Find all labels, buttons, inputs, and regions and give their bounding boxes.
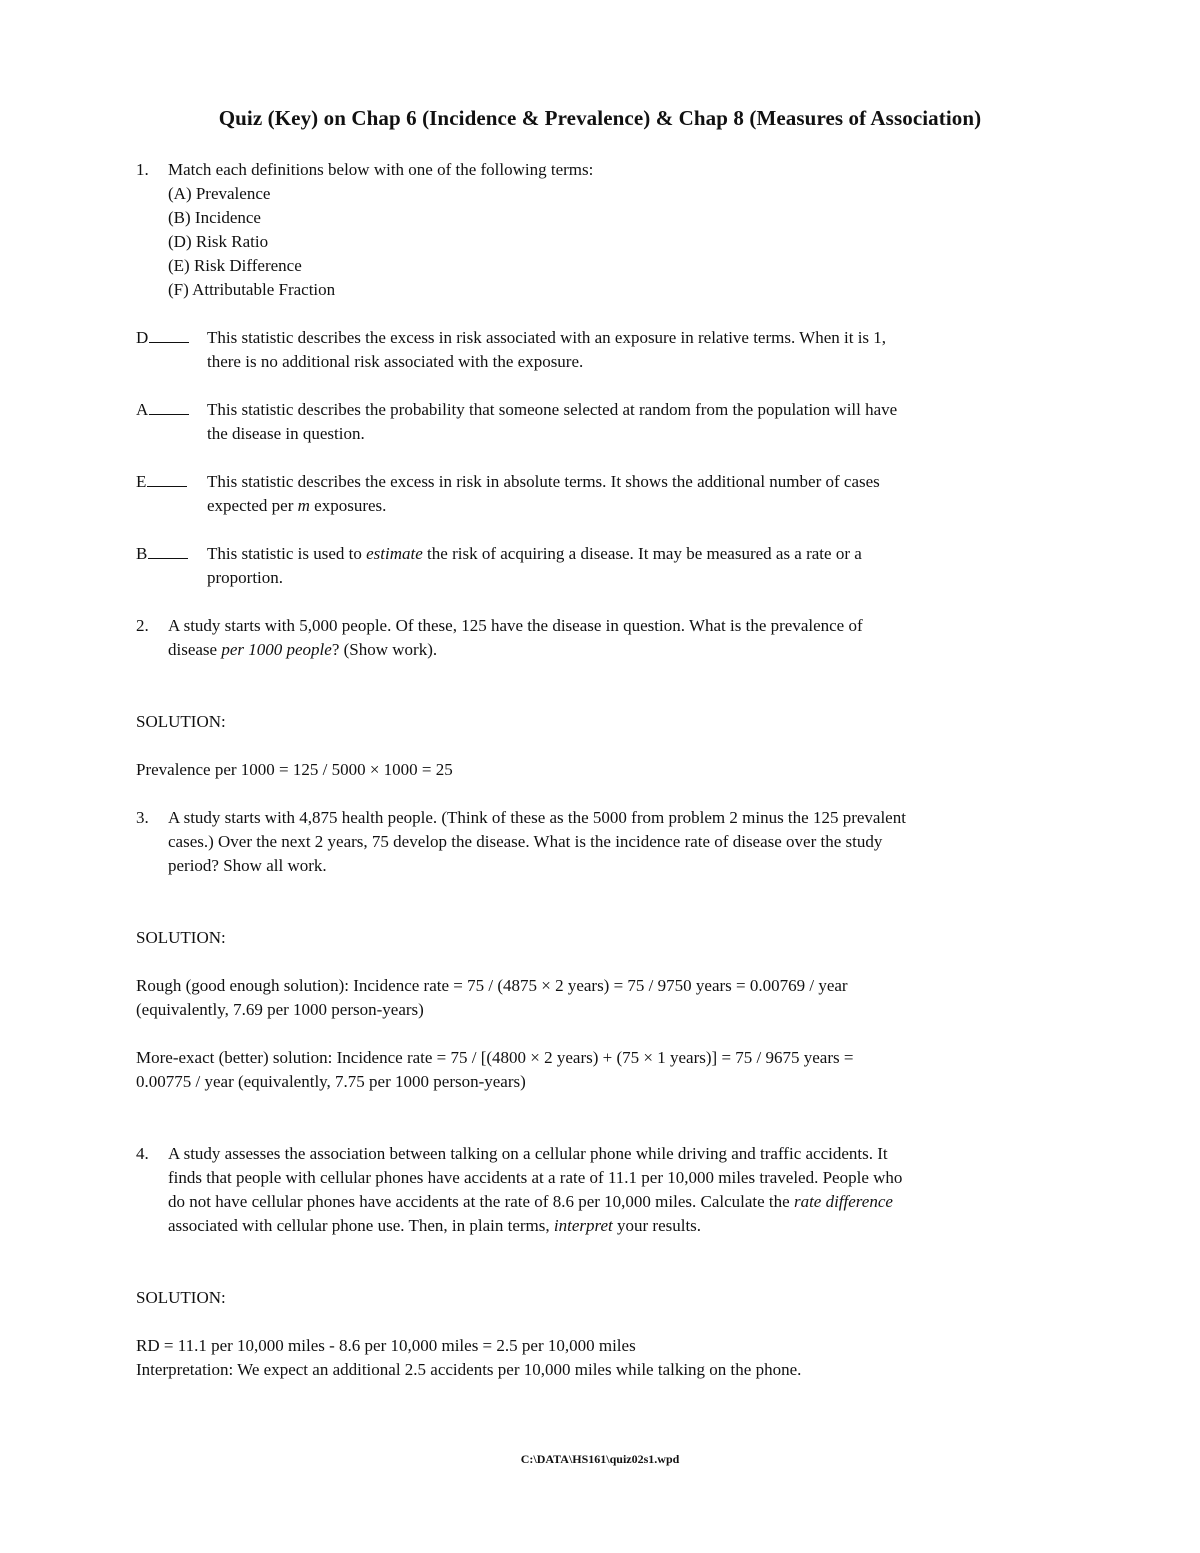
q3-text: A study starts with 4,875 health people. (Think of these as the 5000 from problem 2 minus the 125 prevalent — [168, 808, 906, 827]
answer-letter: D — [136, 328, 149, 347]
blank-underline — [149, 327, 189, 343]
answer-blank — [136, 470, 187, 494]
q1-term-b: (B) Incidence — [168, 208, 261, 227]
q3-exact-solution: 0.00775 / year (equivalently, 7.75 per 1000 person-years) — [136, 1072, 526, 1091]
solution-label: SOLUTION: — [136, 712, 226, 731]
definition-line: expected per m exposures. — [207, 496, 387, 515]
q1-term-e: (E) Risk Difference — [168, 256, 302, 275]
q3-rough-solution: Rough (good enough solution): Incidence rate = 75 / (4875 × 2 years) = 75 / 9750 years = 0.00769 / year — [136, 976, 848, 995]
answer-blank — [136, 542, 188, 566]
q2-text: A study starts with 5,000 people. Of these, 125 have the disease in question. What is the prevalence of — [168, 616, 863, 635]
solution-label: SOLUTION: — [136, 1288, 226, 1307]
q1-number: 1. — [136, 160, 149, 179]
q1-term-d: (D) Risk Ratio — [168, 232, 269, 251]
q3-exact-solution: More-exact (better) solution: Incidence rate = 75 / [(4800 × 2 years) + (75 × 1 years)] = 75 / 9675 years = — [136, 1048, 854, 1067]
q4-text: finds that people with cellular phones have accidents at a rate of 11.1 per 10,000 miles traveled. People who — [168, 1168, 903, 1187]
answer-letter: A — [136, 400, 149, 419]
definition-line: there is no additional risk associated with the exposure. — [207, 352, 584, 371]
q3-number: 3. — [136, 808, 149, 827]
page-title: Quiz (Key) on Chap 6 (Incidence & Prevalence) & Chap 8 (Measures of Association) — [218, 106, 982, 130]
definition-line: This statistic describes the probability that someone selected at random from the population will have — [207, 400, 898, 419]
definition-line: proportion. — [207, 568, 284, 587]
solution-label: SOLUTION: — [136, 928, 226, 947]
answer-letter: B — [136, 544, 148, 563]
answer-blank — [136, 326, 189, 350]
answer-blank — [136, 398, 189, 422]
blank-underline — [147, 471, 187, 487]
definition-line: the disease in question. — [207, 424, 365, 443]
q4-text: do not have cellular phones have accidents at the rate of 8.6 per 10,000 miles. Calculate the rate difference — [168, 1192, 893, 1211]
blank-underline — [149, 399, 189, 415]
q4-text: associated with cellular phone use. Then, in plain terms, interpret your results. — [168, 1216, 702, 1235]
q4-text: A study assesses the association between talking on a cellular phone while driving and traffic accidents. It — [168, 1144, 888, 1163]
q3-text: period? Show all work. — [168, 856, 327, 875]
definition-line: This statistic describes the excess in risk associated with an exposure in relative terms. When it is 1, — [207, 328, 887, 347]
q1-term-f: (F) Attributable Fraction — [168, 280, 336, 299]
q1-term-a: (A) Prevalence — [168, 184, 271, 203]
definition-line: This statistic is used to estimate the risk of acquiring a disease. It may be measured as a rate or a — [207, 544, 862, 563]
q3-rough-solution: (equivalently, 7.69 per 1000 person-years) — [136, 1000, 424, 1019]
q4-number: 4. — [136, 1144, 149, 1163]
file-path-footer: C:\DATA\HS161\quiz02s1.wpd — [520, 1452, 680, 1466]
definition-line: This statistic describes the excess in risk in absolute terms. It shows the additional number of cases — [207, 472, 880, 491]
q4-interpretation: Interpretation: We expect an additional 2.5 accidents per 10,000 miles while talking on the phone. — [136, 1360, 802, 1379]
answer-letter: E — [136, 472, 147, 491]
q1-prompt: Match each definitions below with one of the following terms: — [168, 160, 594, 179]
q2-number: 2. — [136, 616, 149, 635]
q3-text: cases.) Over the next 2 years, 75 develop the disease. What is the incidence rate of disease over the study — [168, 832, 883, 851]
blank-underline — [148, 543, 188, 559]
q2-text: disease per 1000 people? (Show work). — [168, 640, 438, 659]
q4-rd-solution: RD = 11.1 per 10,000 miles - 8.6 per 10,000 miles = 2.5 per 10,000 miles — [136, 1336, 636, 1355]
q2-solution: Prevalence per 1000 = 125 / 5000 × 1000 = 25 — [136, 760, 453, 779]
